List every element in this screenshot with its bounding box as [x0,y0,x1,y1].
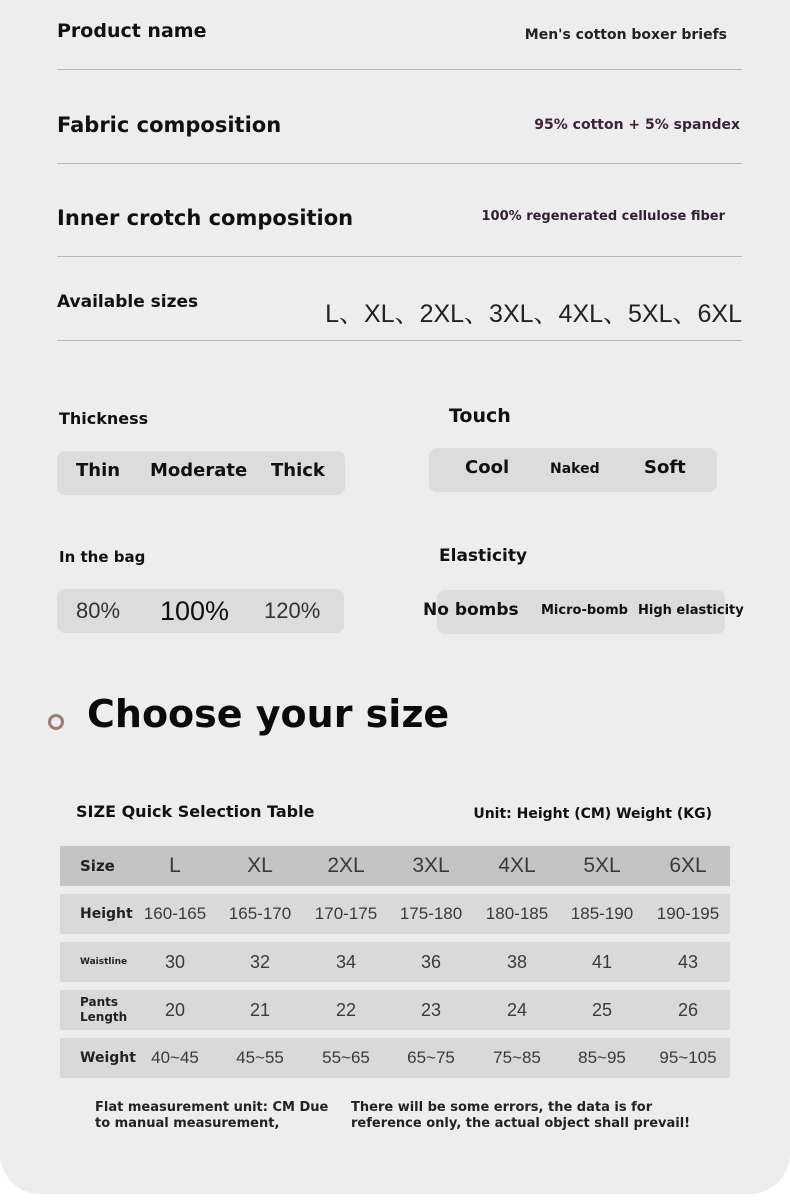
table-cell: 21 [249,1000,271,1020]
table-cell: 38 [506,952,528,972]
table-cell: 160-165 [143,904,207,923]
table-cell: 24 [506,1000,528,1020]
table-header-row [60,846,730,886]
table-cell: 30 [164,952,186,972]
size-column-header: XL [247,854,273,877]
thickness-scale [57,451,345,495]
in-the-bag-option: 80% [76,598,121,623]
table-cell: 75~85 [493,1048,541,1067]
table-cell: 26 [677,1000,699,1020]
inner-crotch-label: Inner crotch composition [57,206,354,230]
touch-label: Touch [449,405,511,427]
touch-option: Cool [465,457,510,478]
section-title: Choose your size [87,692,450,736]
in-the-bag-label: In the bag [59,548,146,566]
table-cell: 22 [335,1000,357,1020]
table-cell: 165-170 [228,904,292,923]
elasticity-option: High elasticity [638,603,744,618]
table-cell: 41 [591,952,613,972]
divider [57,340,742,341]
table-cell: 175-180 [399,904,463,923]
thickness-option: Moderate [150,460,248,481]
table-cell: 40~45 [151,1048,199,1067]
divider [57,69,742,70]
table-row [60,1038,730,1078]
table-cell: 180-185 [485,904,549,923]
table-cell: 170-175 [314,904,378,923]
table-row [60,942,730,982]
table-cell: 36 [420,952,442,972]
table-cell: 45~55 [236,1048,284,1067]
in-the-bag-option: 120% [264,598,321,623]
touch-option: Soft [644,457,686,478]
size-column-header: 4XL [498,854,536,877]
row-label: Pants Length [80,995,128,1024]
in-the-bag-scale [57,589,344,633]
size-column-header: 5XL [583,854,621,877]
table-cell: 43 [677,952,699,972]
in-the-bag-option: 100% [160,596,230,626]
elasticity-label: Elasticity [439,546,528,566]
size-column-header: 3XL [412,854,450,877]
table-row [60,990,730,1030]
table-unit: Unit: Height (CM) Weight (KG) [473,806,712,822]
table-cell: 20 [164,1000,186,1020]
inner-crotch-value: 100% regenerated cellulose fiber [481,209,725,224]
table-cell: 65~75 [407,1048,455,1067]
size-column-header: 6XL [669,854,707,877]
fabric-composition-value: 95% cotton + 5% spandex [534,117,740,133]
measurement-note: Flat measurement unit: CM Due to manual measurement, [95,1100,329,1131]
table-cell: 185-190 [570,904,634,923]
table-cell: 95~105 [659,1048,717,1067]
table-cell: 25 [591,1000,613,1020]
fabric-composition-label: Fabric composition [57,113,282,137]
size-column-header: 2XL [327,854,365,877]
thickness-label: Thickness [59,409,149,428]
row-label: Height [80,906,133,922]
elasticity-option: Micro-bomb [541,603,628,618]
available-sizes-value: L、XL、2XL、3XL、4XL、5XL、6XL [325,300,742,328]
touch-scale [429,448,717,492]
table-cell: 190-195 [656,904,720,923]
table-title: SIZE Quick Selection Table [76,802,315,821]
table-cell: 23 [420,1000,442,1020]
table-header-label: Size [80,857,115,875]
divider [57,256,742,257]
product-name-label: Product name [57,20,207,42]
table-row [60,894,730,934]
bullet-ring-icon [48,714,64,730]
reference-note: There will be some errors, the data is for reference only, the actual object shall prevail! [351,1100,691,1131]
table-cell: 85~95 [578,1048,626,1067]
thickness-option: Thin [76,460,121,481]
available-sizes-label: Available sizes [57,292,199,312]
size-column-header: L [169,854,181,877]
elasticity-option: No bombs [423,600,519,620]
divider [57,163,742,164]
row-label: Weight [80,1050,136,1066]
thickness-option: Thick [271,460,325,481]
product-name-value: Men's cotton boxer briefs [524,27,727,43]
table-cell: 55~65 [322,1048,370,1067]
table-cell: 32 [249,952,271,972]
table-cell: 34 [335,952,357,972]
touch-option: Naked [550,461,600,477]
row-label: Waistline [80,957,128,967]
